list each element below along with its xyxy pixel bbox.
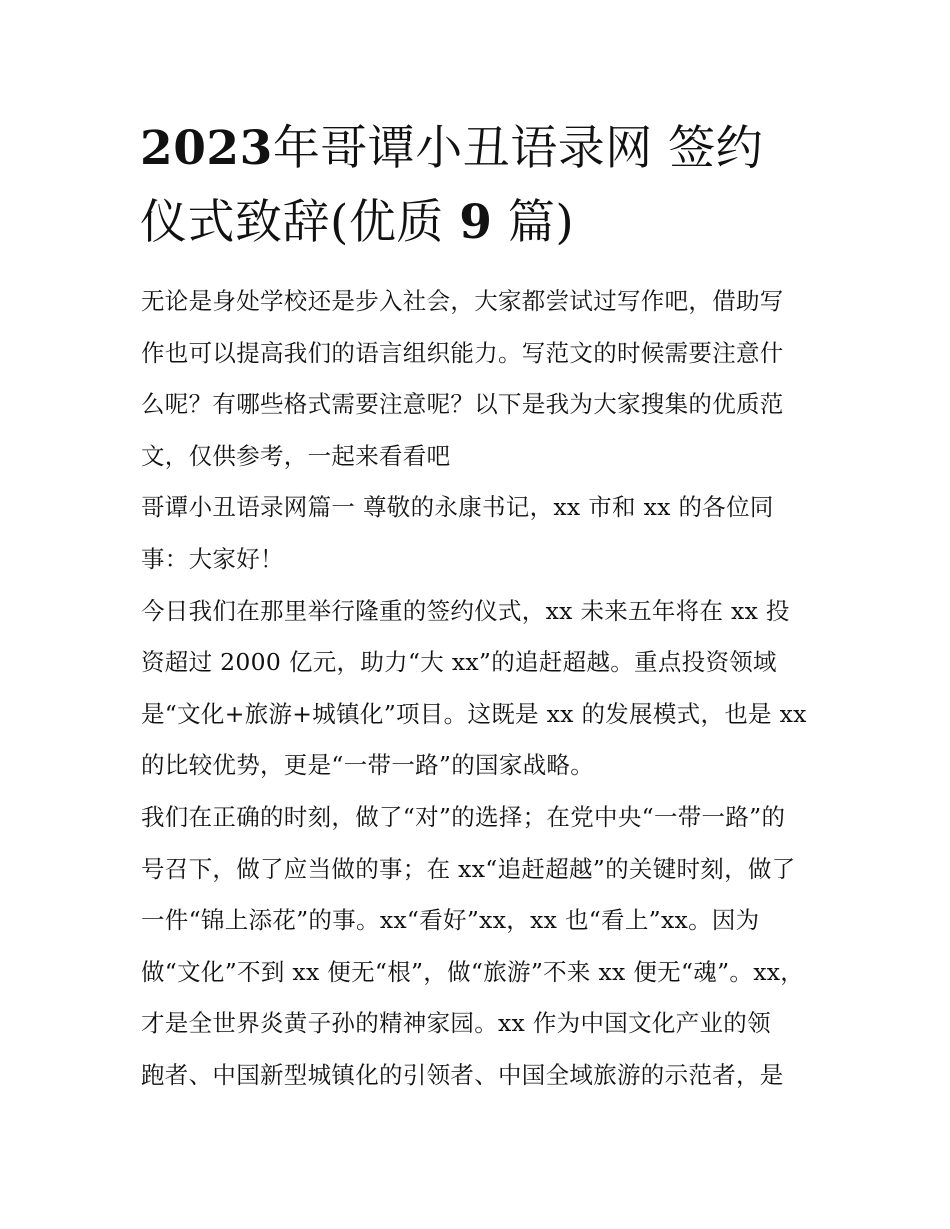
title-line-1-text: 年哥谭小丑语录网 签约 [272,121,764,176]
body-line: 作也可以提高我们的语言组织能力。写范文的时候需要注意什 [141,338,784,367]
title-year: 2023 [140,121,273,176]
title-count: 9 [459,195,493,250]
body-line: 做“文化”不到 xx 便无“根”，做“旅游”不来 xx 便无“魂”。xx， [141,957,805,986]
body-line: 事：大家好！ [141,544,284,573]
body-line: 哥谭小丑语录网篇一 尊敬的永康书记，xx 市和 xx 的各位同 [141,493,774,522]
body-line: 么呢？有哪些格式需要注意呢？以下是我为大家搜集的优质范 [141,390,784,419]
body-line: 才是全世界炎黄子孙的精神家园。xx 作为中国文化产业的领 [141,1009,771,1038]
title-line-2-text-b: 篇) [492,195,575,250]
body-line: 一件“锦上添花”的事。xx“看好”xx，xx 也“看上”xx。因为 [141,906,760,935]
body-line: 的比较优势，更是“一带一路”的国家战略。 [141,751,595,780]
body-line: 我们在正确的时刻，做了“对”的选择；在党中央“一带一路”的 [141,802,786,831]
title-line-1 [140,112,820,186]
body-line: 文，仅供参考，一起来看看吧 [141,441,451,470]
title-line-2 [140,186,820,260]
body-line: 资超过 2000 亿元，助力“大 xx”的追赶超越。重点投资领域 [141,648,777,677]
title-line-2-text-a: 仪式致辞(优质 [140,195,460,250]
body-line: 是“文化+旅游+城镇化”项目。这既是 xx 的发展模式，也是 xx [141,699,807,728]
body-line: 无论是身处学校还是步入社会，大家都尝试过写作吧，借助写 [141,287,784,315]
body-line: 跑者、中国新型城镇化的引领者、中国全域旅游的示范者，是 [141,1060,784,1089]
document-body [141,276,817,1102]
body-line: 今日我们在那里举行隆重的签约仪式，xx 未来五年将在 xx 投 [141,596,790,625]
document-title [140,112,820,260]
body-line: 号召下，做了应当做的事；在 xx“追赶超越”的关键时刻，做了 [141,854,796,883]
